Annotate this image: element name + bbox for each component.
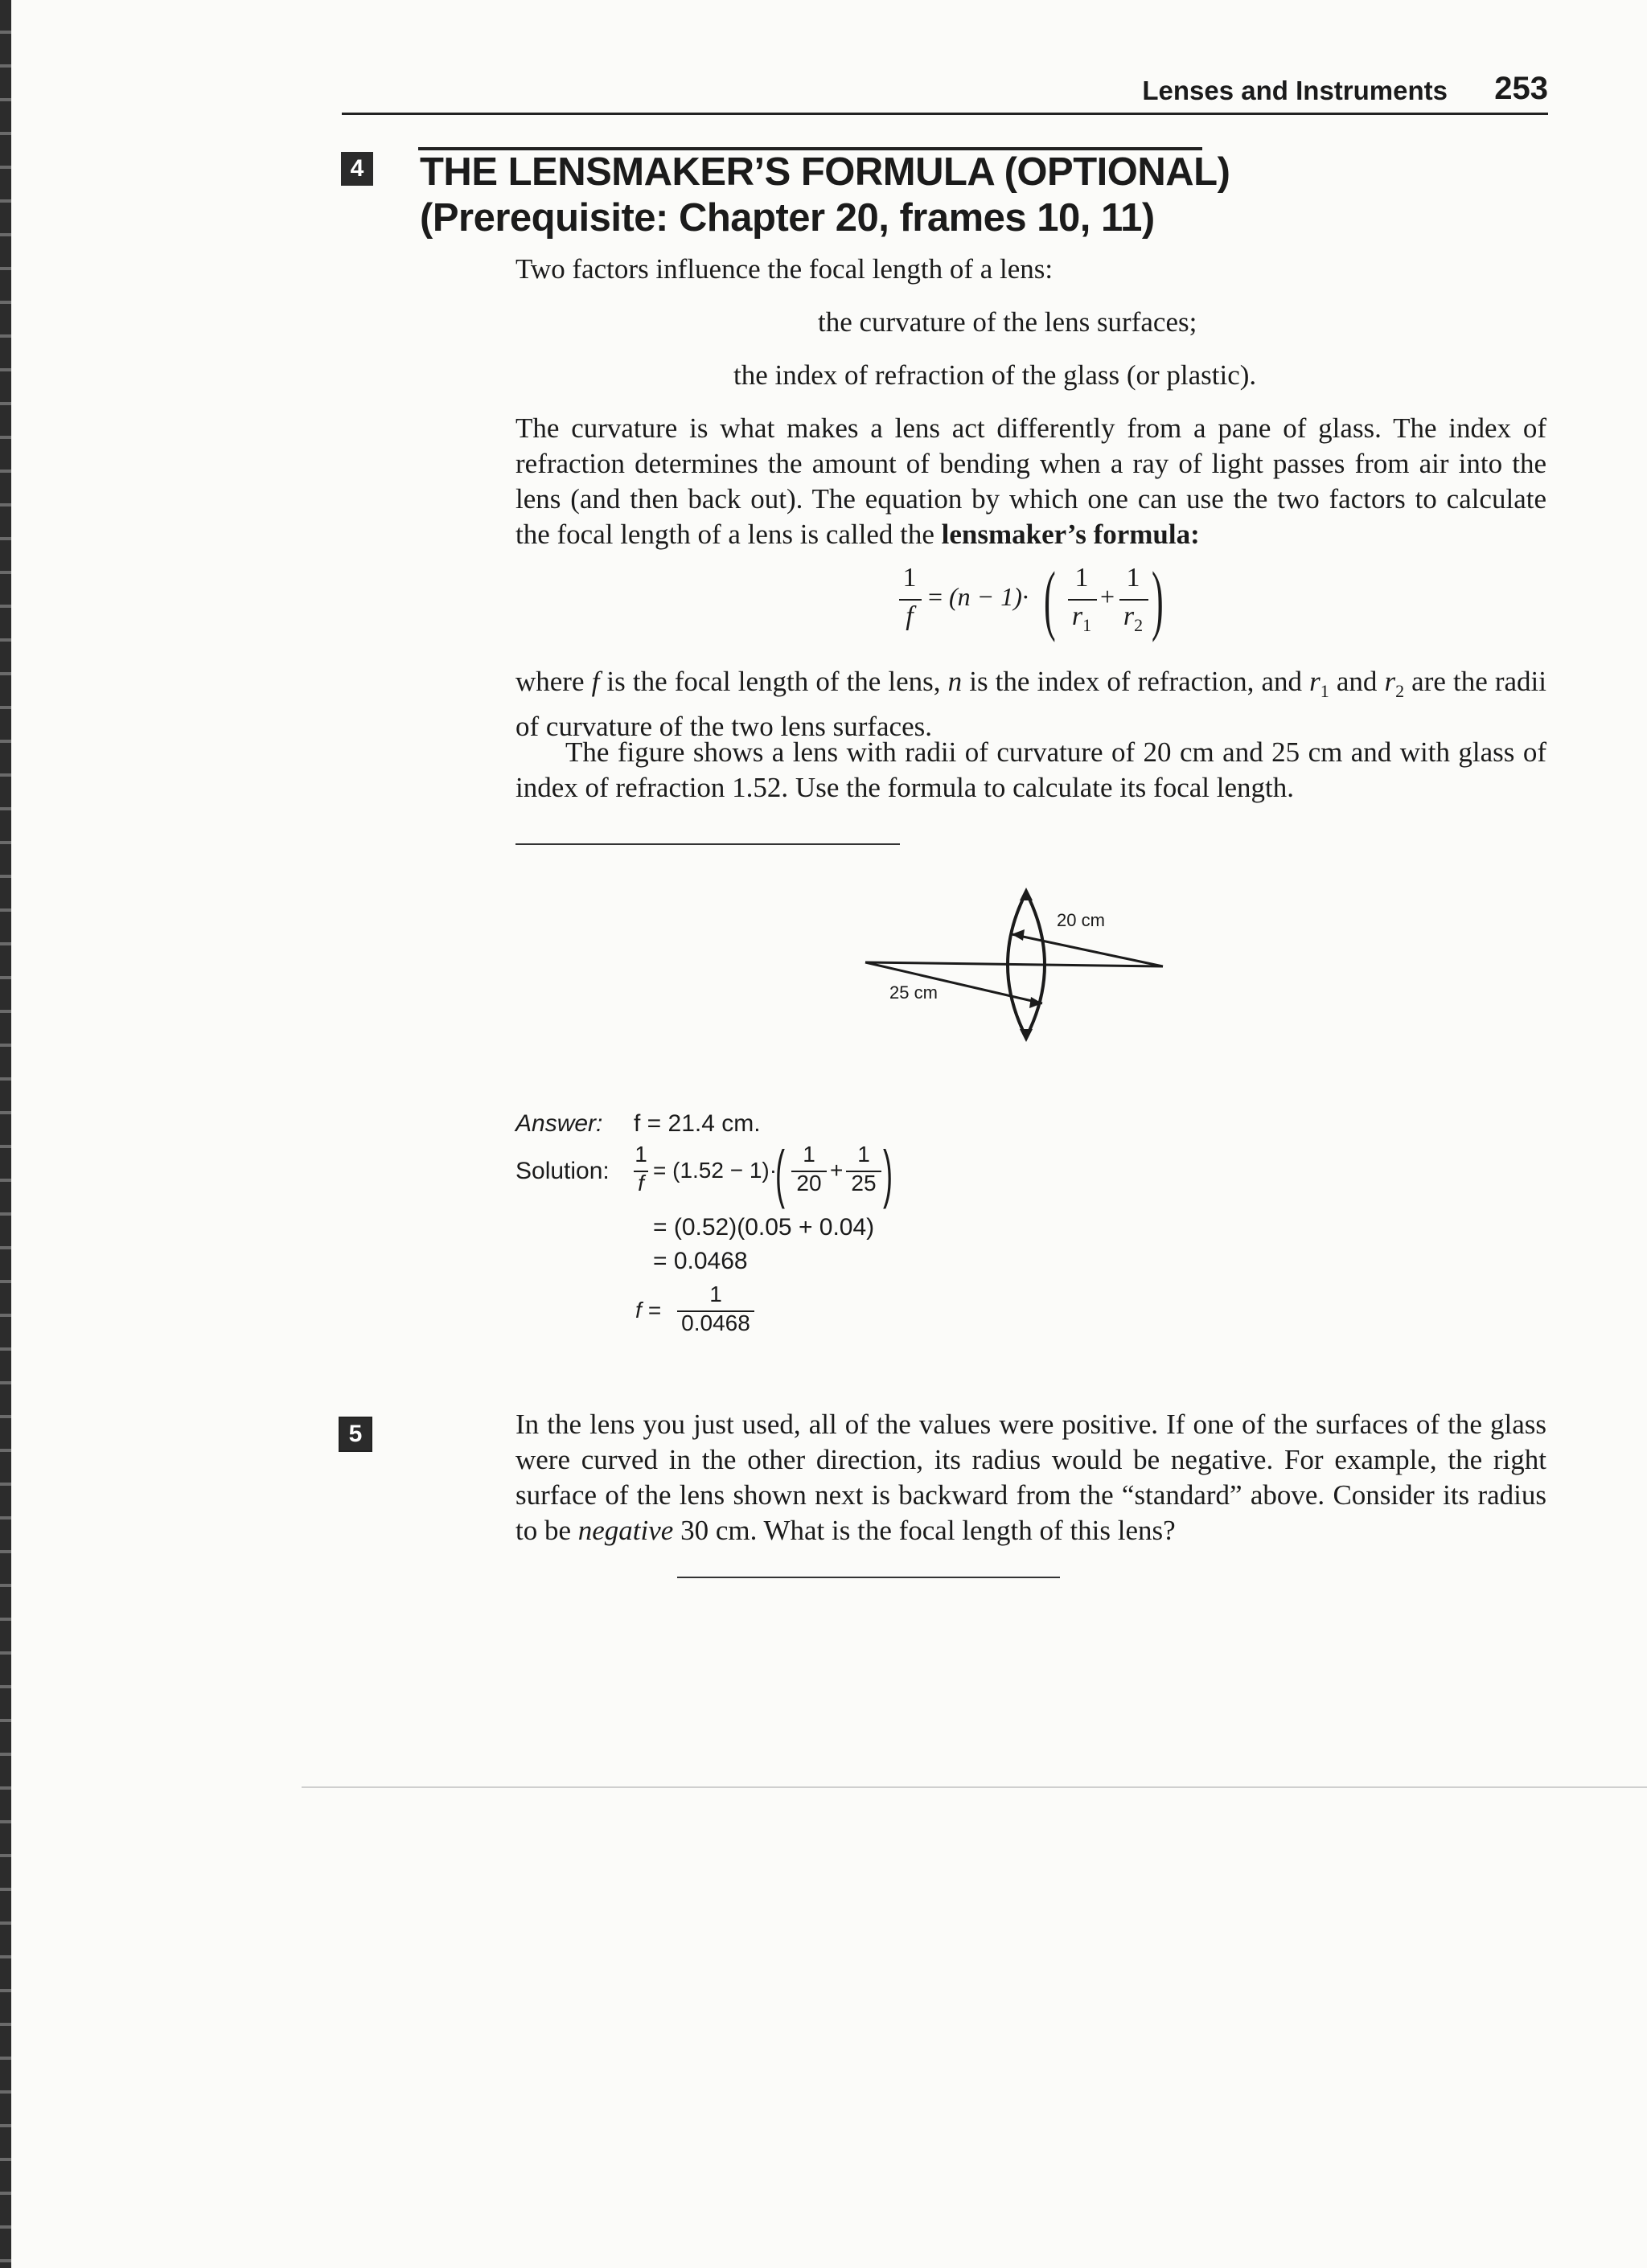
formula-equals: = [928,582,943,611]
section-title [420,150,1546,241]
lens-top-tip [1020,888,1033,900]
solution-equation [632,1138,906,1214]
formula-term2-numerator: 1 [1126,563,1140,593]
frame-5-question [515,1407,1546,1548]
formula-r2-subscript: 2 [1134,614,1144,635]
where-symbol-n: n [947,666,963,697]
where-symbol-r2: r [1384,666,1396,697]
formula-r1-symbol: r [1071,601,1083,631]
frame-5-question-text-b: 30 cm. What is the focal length of this lens? [673,1515,1176,1546]
arrowhead-20cm [1012,929,1025,941]
factor-index: the index of refraction of the glass (or plastic). [733,359,1257,391]
paragraph-curvature-text: The curvature is what makes a lens act differently from a pane of glass. The index of refraction determines the amount of bending when a ray of light passes from air into the lens (and then back out). The equation by which one can use the two factors to calculate the focal length of a lens is called the [515,412,1546,550]
solution-f-equals: f = [635,1298,661,1323]
where-text-2: is the focal length of the lens, [599,666,948,697]
formula-term1-denominator [1068,601,1095,636]
solution-plus: + [830,1158,844,1183]
solution-close-paren: ) [883,1138,893,1209]
where-text-3: is the index of refraction, and [962,666,1310,697]
problem-statement: The figure shows a lens with radii of curvature of 20 cm and 25 cm and with glass of index of refraction 1.52. Use the formula to calculate its focal length. [515,736,1546,803]
where-subscript-2: 2 [1395,681,1405,701]
answer-label: Answer: [515,1110,603,1137]
solution-term2-denominator: 25 [851,1171,877,1196]
lens-bottom-tip [1020,1029,1033,1042]
optical-axis [865,962,1163,966]
solution-step-2: = (0.52)(0.05 + 0.04) [653,1214,875,1241]
formula-r2-symbol: r [1123,601,1135,631]
formula-term1-bar [1068,599,1097,601]
where-symbol-r1: r [1309,666,1320,697]
solution-factor: = (1.52 − 1)· [653,1158,778,1183]
solution-label: Solution: [515,1158,610,1184]
formula-lhs-numerator: 1 [902,563,917,593]
where-text-4: and [1329,666,1385,697]
where-definitions [515,664,1546,744]
formula-plus: + [1100,582,1115,611]
solution-term2-numerator: 1 [857,1142,870,1167]
solution-f-numerator: 1 [709,1282,722,1306]
solution-step-3: = 0.0468 [653,1248,748,1274]
formula-lhs-denominator: f [906,601,914,631]
paragraph-curvature [515,411,1546,552]
where-text-5: are the radii of curvature of the two lens surfaces. [515,666,1546,742]
radius-line-20cm [1012,934,1163,966]
formula-n-minus-one: (n − 1)· [949,582,1029,611]
where-text-1: where [515,666,592,697]
page-bottom-rule [302,1786,1647,1788]
binding-edge [0,0,11,2268]
section-title-line-1: THE LENSMAKER’S FORMULA (OPTIONAL) [420,150,1230,194]
solution-open-paren: ( [775,1138,785,1209]
answer-value: f = 21.4 cm. [634,1110,761,1137]
formula-term2-denominator [1119,601,1147,636]
running-header-section: Lenses and Instruments [1142,76,1448,105]
lens-figure [852,876,1174,1053]
answer-blank-frame-5[interactable] [677,1577,1060,1578]
running-header [342,71,1548,115]
where-symbol-f: f [591,666,600,697]
solution-lhs-numerator: 1 [635,1142,647,1167]
solution-final-f [632,1282,793,1346]
formula-lhs-bar [899,599,922,601]
formula-term2-bar [1119,599,1148,601]
frame-5-question-text-a: In the lens you just used, all of the values were positive. If one of the surfaces of the glass were curved in the other direction, its radius would be negative. For example, the right surface of the lens shown next is backward from the “standard” above. Consider its radius to be [515,1409,1546,1546]
where-subscript-1: 1 [1320,681,1329,701]
solution-f-denominator: 0.0468 [681,1310,750,1335]
factor-curvature: the curvature of the lens surfaces; [818,306,1197,338]
formula-close-paren: ) [1152,556,1164,643]
formula-term1-numerator: 1 [1074,563,1089,593]
section-title-line-2: (Prerequisite: Chapter 20, frames 10, 11) [420,196,1155,240]
answer-blank-frame-4[interactable] [515,843,900,845]
label-25-cm: 25 cm [889,982,938,1003]
solution-term1-denominator: 20 [796,1171,822,1196]
frame-5-question-emphasis: negative [577,1515,674,1546]
label-20-cm: 20 cm [1057,910,1105,930]
frame-4-badge: 4 [341,152,373,186]
solution-term1-numerator: 1 [803,1142,815,1167]
lensmaker-formula [893,556,1198,651]
solution-lhs-denominator: f [638,1171,644,1196]
formula-r1-subscript: 1 [1082,614,1092,635]
intro-text: Two factors influence the focal length of a lens: [515,253,1054,285]
page-number: 253 [1494,71,1548,106]
formula-open-paren: ( [1044,556,1056,643]
frame-5-badge: 5 [339,1417,372,1452]
lensmaker-term: lensmaker’s formula: [941,519,1200,550]
